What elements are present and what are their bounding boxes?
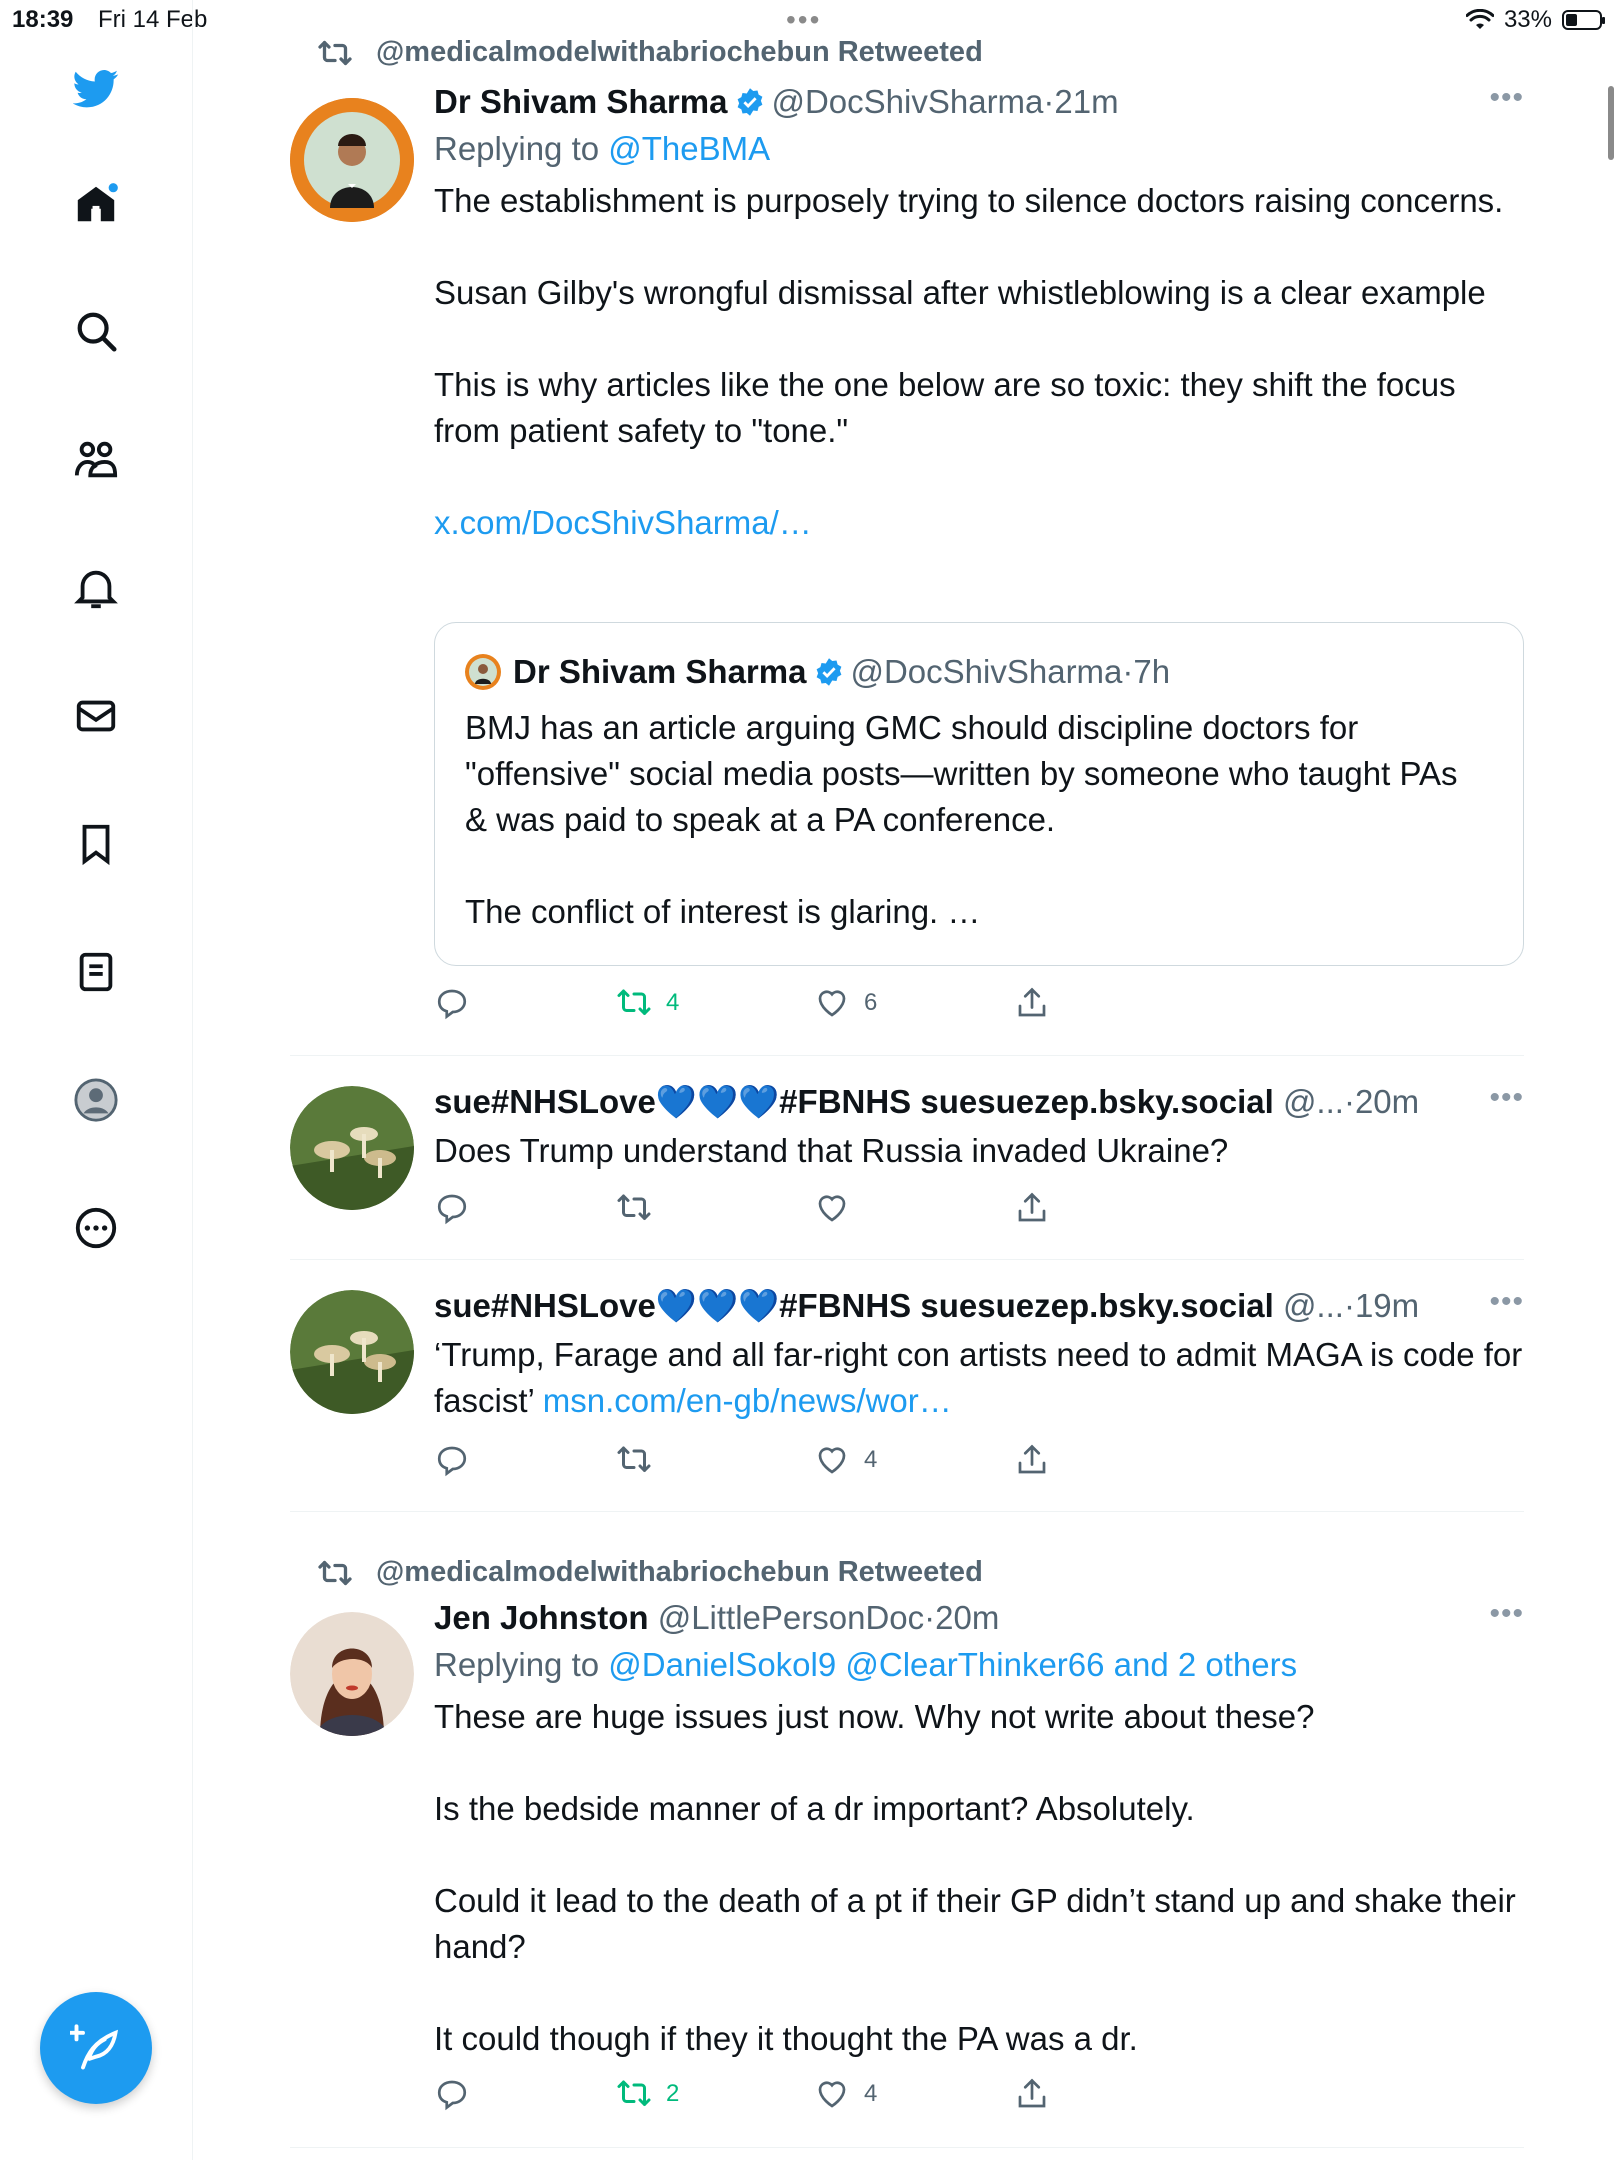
more-options-icon[interactable]: •••	[1489, 1597, 1524, 1630]
author-name[interactable]: sue#NHSLove💙💙💙#FBNHS suesuezep.bsky.social	[434, 1287, 1274, 1324]
more-icon[interactable]	[70, 1202, 122, 1254]
retweet-count: 4	[666, 989, 680, 1016]
verified-badge-icon	[735, 87, 765, 117]
tweet[interactable]	[290, 0, 1524, 1056]
tweet-actions	[434, 985, 1114, 1029]
status-time: 18:39	[12, 6, 74, 33]
tweet-text: Does Trump understand that Russia invaded Ukraine?	[434, 1132, 1229, 1169]
avatar[interactable]	[290, 1290, 414, 1414]
author-handle[interactable]: @DocShivSharma	[771, 83, 1044, 120]
quote-header: Dr Shivam Sharma @DocShivSharma · 7h	[465, 653, 1170, 691]
reply-icon	[434, 985, 470, 1021]
heart-icon	[814, 985, 850, 1021]
like-count: 4	[864, 2080, 878, 2107]
heart-icon	[814, 2076, 850, 2112]
tweet-header: Jen Johnston @LittlePersonDoc·20m •••	[434, 1596, 1524, 1640]
battery-icon	[1562, 10, 1602, 30]
communities-icon[interactable]	[70, 434, 122, 486]
avatar[interactable]	[290, 98, 414, 222]
retweeted-by: @medicalmodelwithabriochebun Retweeted	[376, 36, 983, 69]
multitasking-dots-icon[interactable]: •••	[786, 4, 822, 35]
reply-icon	[434, 1442, 470, 1478]
quote-avatar	[465, 654, 501, 690]
tweet-actions	[434, 1190, 1114, 1234]
heart-icon	[814, 1442, 850, 1478]
avatar[interactable]	[290, 1612, 414, 1736]
share-icon	[1014, 2076, 1050, 2112]
retweet-button[interactable]	[616, 1190, 666, 1226]
reply-icon	[434, 2076, 470, 2112]
retweet-button[interactable]	[616, 2076, 679, 2112]
share-button[interactable]	[1014, 1442, 1050, 1478]
tweet-text: The establishment is purposely trying to silence doctors raising concerns. Susan Gilby's wrongful dismissal after whistleblowing is a clear example This is why articles like the one below are so toxic: they shift the focus from patient safety to "tone." x.com/DocShivSharma/…	[434, 178, 1524, 546]
like-count: 4	[864, 1446, 878, 1473]
notifications-icon[interactable]	[70, 562, 122, 614]
reply-button[interactable]	[434, 1190, 470, 1226]
tweet-body	[434, 80, 1524, 546]
retweet-count: 2	[666, 2080, 680, 2107]
retweet-button[interactable]	[616, 1442, 666, 1478]
reply-mention-link[interactable]: @TheBMA	[608, 130, 771, 167]
quote-author-handle: @DocShivSharma	[850, 653, 1123, 690]
retweet-indicator-icon	[316, 1558, 354, 1588]
messages-icon[interactable]	[70, 690, 122, 742]
like-button[interactable]	[814, 985, 877, 1021]
heart-icon	[814, 1190, 850, 1226]
author-handle[interactable]: @LittlePersonDoc	[657, 1599, 925, 1636]
tweet-time[interactable]: 19m	[1354, 1287, 1420, 1324]
tweet-actions	[434, 2076, 1114, 2120]
author-name[interactable]: sue#NHSLove💙💙💙#FBNHS suesuezep.bsky.social	[434, 1083, 1274, 1120]
reply-icon	[434, 1190, 470, 1226]
profile-icon[interactable]	[70, 1074, 122, 1126]
tweet-actions	[434, 1442, 1114, 1486]
compose-tweet-button[interactable]	[40, 1992, 152, 2104]
sidebar	[0, 0, 193, 2160]
retweet-button[interactable]	[616, 985, 679, 1021]
replying-to: Replying to @DanielSokol9 @ClearThinker66 and 2 others	[434, 1646, 1298, 1683]
avatar[interactable]	[290, 1086, 414, 1210]
tweet-body	[434, 1596, 1524, 2062]
battery-percent: 33%	[1503, 6, 1552, 33]
tweet[interactable]	[290, 1056, 1524, 1260]
share-button[interactable]	[1014, 985, 1050, 1021]
home-icon[interactable]	[70, 178, 122, 230]
more-options-icon[interactable]: •••	[1489, 1081, 1524, 1114]
author-handle[interactable]: @...	[1282, 1083, 1344, 1120]
verified-badge-icon	[814, 657, 844, 687]
tweet-header: sue#NHSLove💙💙💙#FBNHS suesuezep.bsky.social @...·20m •••	[434, 1080, 1524, 1124]
tweet[interactable]	[290, 1512, 1524, 2160]
compose-feather-icon	[70, 2022, 122, 2074]
reply-button[interactable]	[434, 2076, 470, 2112]
tweet-body	[434, 1284, 1524, 1424]
tweet-time[interactable]: 21m	[1054, 83, 1119, 120]
tweet-header: sue#NHSLove💙💙💙#FBNHS suesuezep.bsky.social @...·19m •••	[434, 1284, 1524, 1328]
tweet[interactable]	[290, 1260, 1524, 1512]
like-button[interactable]	[814, 1442, 877, 1478]
retweet-icon	[616, 2076, 652, 2112]
tweet-header: Dr Shivam Sharma @DocShivSharma·21m •••	[434, 80, 1524, 124]
scrollbar[interactable]	[1608, 86, 1614, 160]
tweet-body	[434, 1080, 1524, 1174]
twitter-logo-icon[interactable]	[70, 62, 122, 114]
retweet-indicator-icon	[316, 38, 354, 68]
quote-time: 7h	[1133, 653, 1171, 690]
quote-text: BMJ has an article arguing GMC should discipline doctors for "offensive" social media posts—written by someone who taught PAs & was paid to speak at a PA conference. The conflict of interest is glaring. …	[465, 709, 1458, 930]
share-icon	[1014, 985, 1050, 1021]
search-icon[interactable]	[70, 305, 122, 357]
tweet-link[interactable]: x.com/DocShivSharma/…	[434, 504, 812, 541]
divider	[290, 2147, 1524, 2148]
like-count: 6	[864, 989, 878, 1016]
more-options-icon[interactable]: •••	[1489, 81, 1524, 114]
share-button[interactable]	[1014, 1190, 1050, 1226]
replying-to: Replying to @TheBMA	[434, 130, 771, 167]
status-date: Fri 14 Feb	[98, 6, 208, 33]
tweet-time[interactable]: 20m	[1354, 1083, 1420, 1120]
retweet-icon	[616, 1442, 652, 1478]
author-name[interactable]: Jen Johnston	[434, 1599, 649, 1636]
tweet-link[interactable]: msn.com/en-gb/news/wor…	[542, 1382, 952, 1419]
bookmarks-icon[interactable]	[70, 818, 122, 870]
share-button[interactable]	[1014, 2076, 1050, 2112]
tweet-text: These are huge issues just now. Why not write about these? Is the bedside manner of a dr important? Absolutely. Could it lead to the death of a pt if their GP didn’t stand up and shake their hand? It could though if they it thought the PA was a dr.	[434, 1698, 1516, 2057]
share-icon	[1014, 1442, 1050, 1478]
quote-author-name[interactable]: Dr Shivam Sharma	[513, 653, 807, 690]
reply-mention-link[interactable]: @DanielSokol9 @ClearThinker66 and 2 others	[608, 1646, 1298, 1683]
reply-button[interactable]	[434, 985, 470, 1021]
retweeted-by: @medicalmodelwithabriochebun Retweeted	[376, 1556, 983, 1589]
retweet-icon	[616, 985, 652, 1021]
reply-button[interactable]	[434, 1442, 470, 1478]
like-button[interactable]	[814, 2076, 877, 2112]
like-button[interactable]	[814, 1190, 864, 1226]
tweet-text: ‘Trump, Farage and all far-right con artists need to admit MAGA is code for fascist’ msn.com/en-gb/news/wor…	[434, 1336, 1523, 1419]
quoted-tweet[interactable]	[434, 622, 1524, 966]
lists-icon[interactable]	[70, 946, 122, 998]
retweet-icon	[616, 1190, 652, 1226]
author-handle[interactable]: @...	[1282, 1287, 1344, 1324]
author-name[interactable]: Dr Shivam Sharma	[434, 83, 728, 120]
tweet-time[interactable]: 20m	[935, 1599, 1000, 1636]
more-options-icon[interactable]: •••	[1489, 1285, 1524, 1318]
share-icon	[1014, 1190, 1050, 1226]
